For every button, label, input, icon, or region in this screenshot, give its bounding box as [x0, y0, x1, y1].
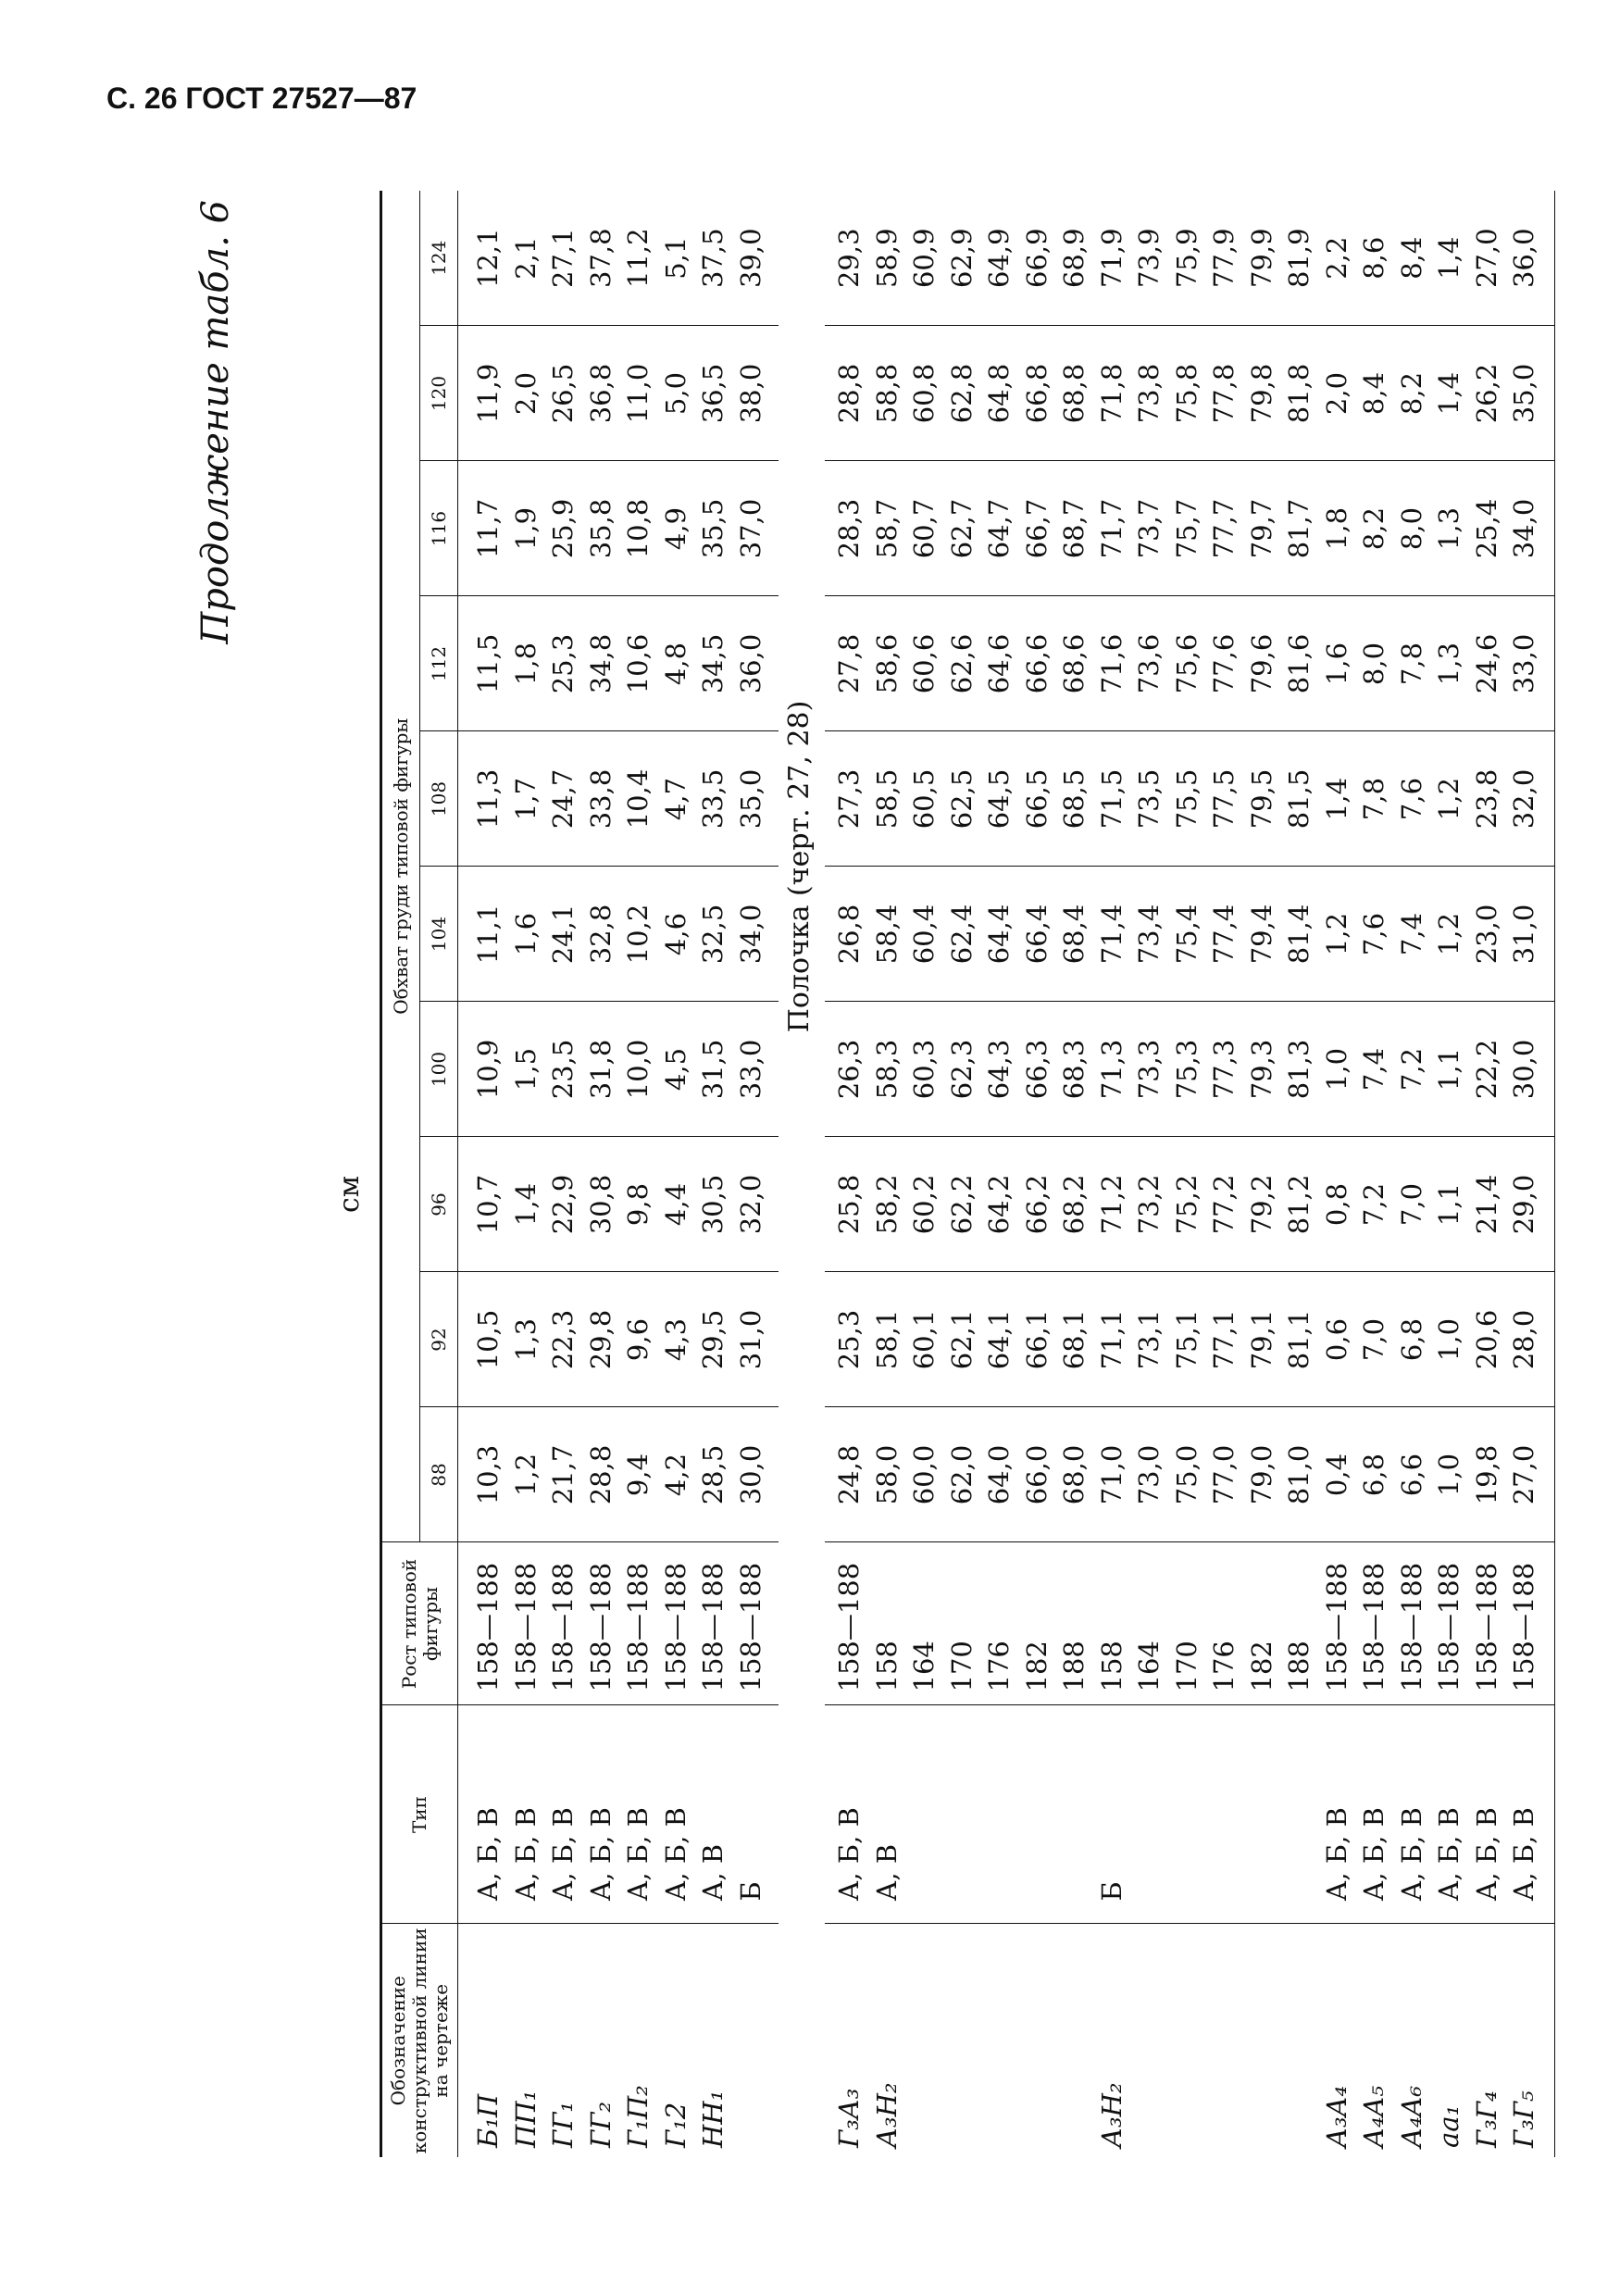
value-cell-96: 25,8 58,2 60,2 62,2 64,2 66,2 68,2 71,2 73,2 75,2 77,2 79,2 81,2 0,8 7,2 7,0 1,1 21,4 29,0 [825, 1137, 1554, 1272]
col-header-chest-112: 112 [420, 596, 458, 731]
unit-label: см [333, 1175, 366, 1213]
col-header-chest-96: 96 [420, 1137, 458, 1272]
col-header-designation: Обозначение конструктивной линии на чертеже [381, 1924, 458, 2157]
value-cell-116: 28,3 58,7 60,7 62,7 64,7 66,7 68,7 71,7 73,7 75,7 77,7 79,7 81,7 1,8 8,2 8,0 1,3 25,4 34,0 [825, 461, 1554, 596]
value-cell-120: 28,8 58,8 60,8 62,8 64,8 66,8 68,8 71,8 73,8 75,8 77,8 79,8 81,8 2,0 8,4 8,2 1,4 26,2 35,0 [825, 326, 1554, 461]
value-cell-92: 10,5 1,3 22,3 29,8 9,6 4,3 29,5 31,0 [458, 1272, 779, 1407]
value-cell-120: 11,9 2,0 26,5 36,8 11,0 5,0 36,5 38,0 [458, 326, 779, 461]
designation-cell: Б₁П ПП₁ ГГ₁ ГГ₂ Г₁П₂ Г₁2 НН₁ [472, 2085, 729, 2148]
col-header-chest-104: 104 [420, 867, 458, 1002]
value-cell-92: 25,3 58,1 60,1 62,1 64,1 66,1 68,1 71,1 73,1 75,1 77,1 79,1 81,1 0,6 7,0 6,8 1,0 20,6 28,0 [825, 1272, 1554, 1407]
value-cell-108: 27,3 58,5 60,5 62,5 64,5 66,5 68,5 71,5 73,5 75,5 77,5 79,5 81,5 1,4 7,8 7,6 1,2 23,8 32,0 [825, 731, 1554, 867]
value-cell-100: 10,9 1,5 23,5 31,8 10,0 4,5 31,5 33,0 [458, 1002, 779, 1137]
rotated-table-block [194, 191, 1620, 2157]
type-cell: А, Б, В А, Б, В А, Б, В А, Б, В А, Б, В А, Б, В А, В Б [458, 1705, 779, 1924]
col-header-chest-group: Обхват груди типовой фигуры [381, 191, 420, 1542]
col-header-type: Тип [381, 1705, 458, 1924]
section-title: Полочка (черт. 27, 28) [783, 700, 816, 1033]
value-cell-124: 12,1 2,1 27,1 37,8 11,2 5,1 37,5 39,0 [458, 191, 779, 326]
continuation-caption: Продолжение табл. 6 [194, 200, 237, 644]
type-cell: А, Б, В А, В Б А, Б, В А, Б, В А, Б, В А, Б, В А, Б, В А, Б, В [825, 1705, 1554, 1924]
value-cell-116: 11,7 1,9 25,9 35,8 10,8 4,9 35,5 37,0 [458, 461, 779, 596]
col-header-chest-108: 108 [420, 731, 458, 867]
data-table [380, 191, 1563, 2157]
table-row-group-back [458, 191, 779, 2157]
value-cell-104: 11,1 1,6 24,1 32,8 10,2 4,6 32,5 34,0 [458, 867, 779, 1002]
value-cell-124: 29,3 58,9 60,9 62,9 64,9 66,9 68,9 71,9 73,9 75,9 77,9 79,9 81,9 2,2 8,6 8,4 1,4 27,0 36,0 [825, 191, 1554, 326]
value-cell-96: 10,7 1,4 22,9 30,8 9,8 4,4 30,5 32,0 [458, 1137, 779, 1272]
col-header-chest-124: 124 [420, 191, 458, 326]
col-header-chest-100: 100 [420, 1002, 458, 1137]
value-cell-112: 11,5 1,8 25,3 34,8 10,6 4,8 34,5 36,0 [458, 596, 779, 731]
height-cell: 158—188 158—188 158—188 158—188 158—188 158—188 158—188 158—188 [458, 1542, 779, 1705]
value-cell-104: 26,8 58,4 60,4 62,4 64,4 66,4 68,4 71,4 73,4 75,4 77,4 79,4 81,4 1,2 7,6 7,4 1,2 23,0 31,0 [825, 867, 1554, 1002]
value-cell-100: 26,3 58,3 60,3 62,3 64,3 66,3 68,3 71,3 73,3 75,3 77,3 79,3 81,3 1,0 7,4 7,2 1,1 22,2 30,0 [825, 1002, 1554, 1137]
col-header-chest-120: 120 [420, 326, 458, 461]
value-cell-112: 27,8 58,6 60,6 62,6 64,6 66,6 68,6 71,6 73,6 75,6 77,6 79,6 81,6 1,6 8,0 7,8 1,3 24,6 33,0 [825, 596, 1554, 731]
col-header-chest-92: 92 [420, 1272, 458, 1407]
value-cell-88: 24,8 58,0 60,0 62,0 64,0 66,0 68,0 71,0 73,0 75,0 77,0 79,0 81,0 0,4 6,8 6,6 1,0 19,8 27,0 [825, 1407, 1554, 1542]
col-header-height: Рост типовой фигуры [381, 1542, 458, 1705]
designation-cell: Г₃А₃ А₃Н₂ А₃Н₂ А₃А₄ А₄А₅ А₄А₆ aa₁ Г₃Г₄ Г₃Г₅ [833, 2082, 1539, 2148]
page-header: С. 26 ГОСТ 27527—87 [106, 81, 417, 115]
table-row-group-front [825, 191, 1554, 2157]
table-end-rule [1554, 191, 1563, 2157]
value-cell-88: 10,3 1,2 21,7 28,8 9,4 4,2 28,5 30,0 [458, 1407, 779, 1542]
col-header-chest-88: 88 [420, 1407, 458, 1542]
height-cell: 158—188 158 164 170 176 182 188 158 164 170 176 182 188 158—188 158—188 158—188 158—188 158—188 158—188 [825, 1542, 1554, 1705]
col-header-chest-116: 116 [420, 461, 458, 596]
section-row [779, 191, 825, 2157]
value-cell-108: 11,3 1,7 24,7 33,8 10,4 4,7 33,5 35,0 [458, 731, 779, 867]
